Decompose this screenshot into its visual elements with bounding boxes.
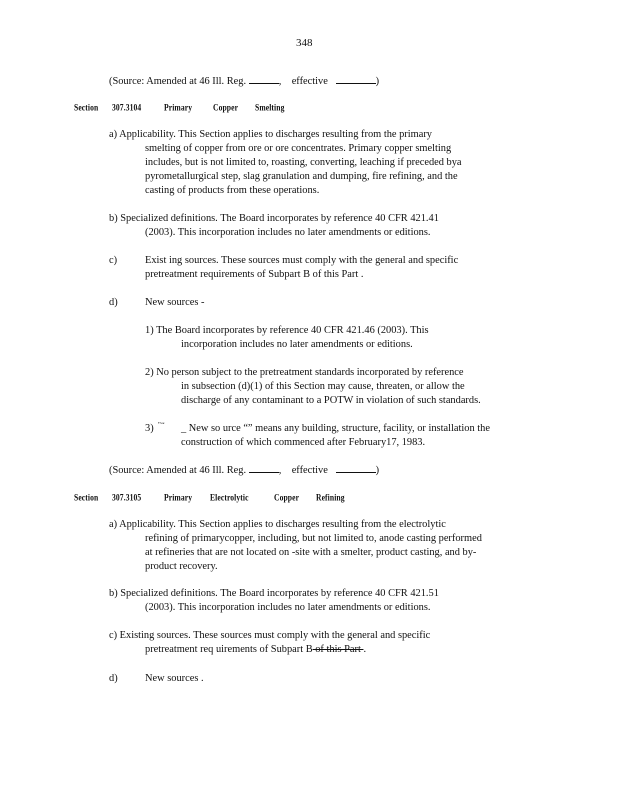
item-label: 3) [145, 423, 154, 434]
paragraph-line: _ New so urce “” means any building, structure, facility, or installation the [181, 423, 490, 434]
source-note-sep: , [278, 76, 282, 87]
section-title-word: Primary [164, 492, 193, 503]
source-note-close: ) [375, 76, 380, 87]
source-note-text: (Source: Amended at 46 Ill. Reg. [109, 76, 247, 87]
paragraph-line: c) Existing sources. These sources must comply with the general and specific [109, 630, 431, 641]
subsection-label: c) [109, 255, 118, 266]
paragraph-line: discharge of any contaminant to a POTW in violation of such standards. [181, 395, 481, 406]
paragraph-line: a) Applicability. This Section applies to discharges resulting from the primary [109, 129, 433, 140]
source-note [109, 74, 379, 88]
paragraph-line: (2003). This incorporation includes no later amendments or editions. [145, 227, 431, 238]
section-number: 307.3104 [112, 102, 142, 113]
paragraph-line: 2) No person subject to the pretreatment standards incorporated by reference [145, 367, 464, 378]
struck-text: of this Part [312, 644, 364, 655]
section-title-word: Copper [274, 492, 300, 503]
paragraph-line: casting of products from these operations. [145, 185, 320, 196]
source-note [109, 463, 379, 477]
source-note-sep: , [278, 465, 282, 476]
paragraph-line: construction of which commenced after February17, 1983. [181, 437, 426, 448]
section-word: Section [74, 492, 99, 503]
paragraph-text: pretreatment req uirements of Subpart B [145, 644, 313, 655]
blank-line [249, 463, 279, 473]
paragraph-line: 1) The Board incorporates by reference 40 CFR 421.46 (2003). This [145, 325, 429, 336]
section-title-word: Smelting [255, 102, 285, 113]
page-number: 348 [296, 37, 313, 49]
paragraph-line: Exist ing sources. These sources must comply with the general and specific [145, 255, 459, 266]
paragraph-line: a) Applicability. This Section applies to discharges resulting from the electrolytic [109, 519, 446, 530]
paragraph-line [145, 643, 366, 656]
paragraph-end: . [363, 644, 367, 655]
section-number: 307.3105 [112, 492, 142, 503]
section-title-word: Primary [164, 102, 193, 113]
blank-line [336, 463, 376, 473]
subsection-label: d) [109, 673, 118, 684]
paragraph-line: b) Specialized definitions. The Board incorporates by reference 40 CFR 421.51 [109, 588, 439, 599]
section-title-word: Refining [316, 492, 345, 503]
paragraph-line: New sources - [145, 297, 205, 308]
paragraph-line: includes, but is not limited to, roasting, converting, leaching if preceded bya [145, 157, 462, 168]
paragraph-line: (2003). This incorporation includes no later amendments or editions. [145, 602, 431, 613]
paragraph-line: pretreatment requirements of Subpart B of this Part . [145, 269, 364, 280]
source-note-text: (Source: Amended at 46 Ill. Reg. [109, 465, 247, 476]
subsection-label: d) [109, 297, 118, 308]
blank-line [249, 74, 279, 84]
paragraph-line: in subsection (d)(1) of this Section may cause, threaten, or allow the [181, 381, 465, 392]
paragraph-line: incorporation includes no later amendments or editions. [181, 339, 413, 350]
source-note-close: ) [375, 465, 380, 476]
blank-line [336, 74, 376, 84]
section-word: Section [74, 102, 99, 113]
quote-marks: "‘‘ [158, 421, 165, 429]
paragraph-line: product recovery. [145, 561, 218, 572]
paragraph-line: at refineries that are not located on -site with a smelter, product casting, and by- [145, 547, 477, 558]
section-title-word: Electrolytic [210, 492, 249, 503]
section-title-word: Copper [213, 102, 239, 113]
paragraph-line: New sources . [145, 673, 204, 684]
paragraph-line: pyrometallurgical step, slag granulation and dumping, fire refining, and the [145, 171, 458, 182]
paragraph-line: b) Specialized definitions. The Board incorporates by reference 40 CFR 421.41 [109, 213, 439, 224]
paragraph-line: refining of primarycopper, including, but not limited to, anode casting performed [145, 533, 482, 544]
source-note-effective: effective [291, 465, 328, 476]
paragraph-line: smelting of copper from ore or ore concentrates. Primary copper smelting [145, 143, 452, 154]
source-note-effective: effective [291, 76, 328, 87]
